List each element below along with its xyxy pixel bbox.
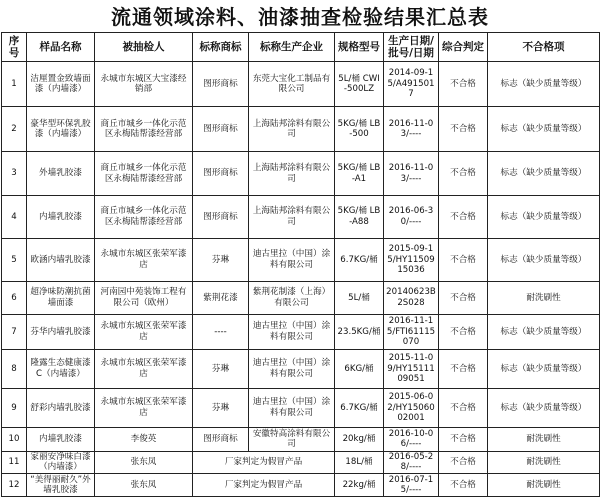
cell-sample-name: 洁厘置金致墙面漆（内墙漆） — [27, 62, 95, 107]
table-row — [2, 107, 600, 152]
cell-production-date: 2015-06-02/HY1506002001 — [384, 388, 439, 427]
cell-inspected-party: 商丘市城乡一体化示范区永梅陆帮漆经营部 — [95, 195, 193, 238]
cell-inspected-party: 李俊英 — [95, 428, 193, 452]
cell-production-date: 2016-07-15/---- — [384, 474, 439, 497]
cell-spec-model: 6KG/桶 — [335, 349, 384, 388]
cell-production-date: 20140623B2S028 — [384, 282, 439, 315]
cell-inspected-party: 商丘市城乡一体化示范区永梅陆帮漆经营部 — [95, 152, 193, 195]
header-cell-no: 序号 — [2, 33, 27, 62]
table-row — [2, 238, 600, 281]
cell-sample-name: 外墙乳胶漆 — [27, 152, 95, 195]
cell-maker: 厂家判定为假冒产品 — [193, 451, 335, 474]
cell-manufacturer: 迪古里拉（中国）涂料有限公司 — [249, 388, 335, 427]
cell-row-no: 8 — [2, 349, 27, 388]
cell-brand: ---- — [193, 314, 249, 349]
cell-inspected-party: 商丘市城乡一体化示范区永梅陆帮漆经营部 — [95, 107, 193, 152]
cell-spec-model: 5L/桶 CWI-500LZ — [335, 62, 384, 107]
cell-defect-item: 标志（缺少质量等级） — [488, 238, 600, 281]
cell-inspected-party: 河南园中苑装饰工程有限公司（欧州） — [95, 282, 193, 315]
cell-sample-name: “美得丽耐久”外墙乳胶漆 — [27, 474, 95, 497]
table-row — [2, 62, 600, 107]
cell-sample-name: 舒彩内墙乳胶漆 — [27, 388, 95, 427]
cell-row-no: 5 — [2, 238, 27, 281]
table-body — [2, 62, 600, 497]
table-row — [2, 195, 600, 238]
cell-row-no: 10 — [2, 428, 27, 452]
cell-inspected-party: 永城市东城区大宝漆经销部 — [95, 62, 193, 107]
cell-spec-model: 22kg/桶 — [335, 474, 384, 497]
cell-defect-item: 耐洗刷性 — [488, 428, 600, 452]
cell-verdict: 不合格 — [439, 314, 488, 349]
cell-inspected-party: 张东凤 — [95, 451, 193, 474]
cell-spec-model: 20kg/桶 — [335, 428, 384, 452]
cell-defect-item: 标志（缺少质量等级） — [488, 62, 600, 107]
cell-verdict: 不合格 — [439, 195, 488, 238]
cell-production-date: 2016-11-03/---- — [384, 107, 439, 152]
cell-manufacturer: 东莞大宝化工制品有限公司 — [249, 62, 335, 107]
cell-spec-model: 5KG/桶 LB-A88 — [335, 195, 384, 238]
header-row — [2, 33, 600, 62]
header-cell-maker: 标称生产企业 — [249, 33, 335, 62]
cell-sample-name: 内墙乳胶漆 — [27, 195, 95, 238]
cell-manufacturer: 上海陆邦涂料有限公司 — [249, 195, 335, 238]
cell-defect-item: 标志（缺少质量等级） — [488, 107, 600, 152]
cell-spec-model: 5KG/桶 LB-500 — [335, 107, 384, 152]
cell-production-date: 2014-09-15/A4915017 — [384, 62, 439, 107]
cell-row-no: 11 — [2, 451, 27, 474]
cell-spec-model: 23.5KG/桶 — [335, 314, 384, 349]
cell-maker: 厂家判定为假冒产品 — [193, 474, 335, 497]
header-cell-spec: 规格型号 — [335, 33, 384, 62]
cell-row-no: 3 — [2, 152, 27, 195]
cell-brand: 图形商标 — [193, 428, 249, 452]
cell-verdict: 不合格 — [439, 388, 488, 427]
cell-production-date: 2016-11-03/---- — [384, 152, 439, 195]
cell-manufacturer: 迪古里拉（中国）涂料有限公司 — [249, 314, 335, 349]
cell-defect-item: 耐洗刷性 — [488, 474, 600, 497]
cell-sample-name: 家丽安净味白漆（内墙漆） — [27, 451, 95, 474]
cell-verdict: 不合格 — [439, 349, 488, 388]
cell-sample-name: 豪华型环保乳胶漆（内墙漆） — [27, 107, 95, 152]
cell-spec-model: 5L/桶 — [335, 282, 384, 315]
results-table — [1, 32, 600, 497]
table-row — [2, 314, 600, 349]
cell-defect-item: 标志（缺少质量等级） — [488, 349, 600, 388]
table-row — [2, 349, 600, 388]
cell-spec-model: 6.7KG/桶 — [335, 388, 384, 427]
cell-row-no: 2 — [2, 107, 27, 152]
cell-brand: 图形商标 — [193, 62, 249, 107]
cell-sample-name: 超净味防潮抗菌墙面漆 — [27, 282, 95, 315]
cell-inspected-party: 永城市东城区张荣军漆店 — [95, 238, 193, 281]
table-row — [2, 451, 600, 474]
cell-inspected-party: 永城市东城区张荣军漆店 — [95, 388, 193, 427]
cell-production-date: 2016-06-30/---- — [384, 195, 439, 238]
cell-verdict: 不合格 — [439, 451, 488, 474]
table-row — [2, 282, 600, 315]
document-title: 流通领域涂料、油漆抽查检验结果汇总表 — [111, 5, 489, 29]
table-row — [2, 388, 600, 427]
cell-row-no: 9 — [2, 388, 27, 427]
cell-brand: 图形商标 — [193, 152, 249, 195]
cell-brand: 紫荆花漆 — [193, 282, 249, 315]
cell-brand: 图形商标 — [193, 195, 249, 238]
cell-brand: 芬琳 — [193, 388, 249, 427]
cell-defect-item: 标志（缺少质量等级） — [488, 388, 600, 427]
cell-production-date: 2016-05-28/---- — [384, 451, 439, 474]
cell-verdict: 不合格 — [439, 474, 488, 497]
cell-spec-model: 18L/桶 — [335, 451, 384, 474]
cell-verdict: 不合格 — [439, 107, 488, 152]
table-row — [2, 428, 600, 452]
cell-row-no: 6 — [2, 282, 27, 315]
cell-row-no: 4 — [2, 195, 27, 238]
cell-manufacturer: 上海陆邦涂料有限公司 — [249, 152, 335, 195]
cell-manufacturer: 安徽特高涂料有限公司 — [249, 428, 335, 452]
cell-sample-name: 隆露生态健康漆C（内墙漆） — [27, 349, 95, 388]
cell-inspected-party: 永城市东城区张荣军漆店 — [95, 314, 193, 349]
cell-defect-item: 标志（缺少质量等级） — [488, 314, 600, 349]
cell-defect-item: 标志（缺少质量等级） — [488, 195, 600, 238]
header-cell-name: 样品名称 — [27, 33, 95, 62]
cell-row-no: 7 — [2, 314, 27, 349]
cell-defect-item: 标志（缺少质量等级） — [488, 152, 600, 195]
cell-production-date: 2016-11-15/FTI61115070 — [384, 314, 439, 349]
cell-brand: 芬琳 — [193, 238, 249, 281]
cell-verdict: 不合格 — [439, 428, 488, 452]
cell-verdict: 不合格 — [439, 238, 488, 281]
cell-row-no: 12 — [2, 474, 27, 497]
cell-sample-name: 芬华内墙乳胶漆 — [27, 314, 95, 349]
cell-sample-name: 内墙乳胶漆 — [27, 428, 95, 452]
header-cell-inspected: 被抽检人 — [95, 33, 193, 62]
cell-production-date: 2015-09-15/HY1150915036 — [384, 238, 439, 281]
cell-row-no: 1 — [2, 62, 27, 107]
cell-inspected-party: 张东凤 — [95, 474, 193, 497]
cell-spec-model: 5KG/桶 LB-A1 — [335, 152, 384, 195]
cell-verdict: 不合格 — [439, 282, 488, 315]
cell-sample-name: 欧涵内墙乳胶漆 — [27, 238, 95, 281]
header-cell-defect: 不合格项 — [488, 33, 600, 62]
cell-defect-item: 耐洗刷性 — [488, 282, 600, 315]
cell-verdict: 不合格 — [439, 152, 488, 195]
cell-production-date: 2015-11-09/HY1511109051 — [384, 349, 439, 388]
cell-manufacturer: 上海陆邦涂料有限公司 — [249, 107, 335, 152]
cell-production-date: 2016-10-06/---- — [384, 428, 439, 452]
cell-verdict: 不合格 — [439, 62, 488, 107]
cell-manufacturer: 紫荆花制漆（上海）有限公司 — [249, 282, 335, 315]
cell-manufacturer: 迪古里拉（中国）涂料有限公司 — [249, 238, 335, 281]
cell-manufacturer: 迪古里拉（中国）涂料有限公司 — [249, 349, 335, 388]
table-row — [2, 152, 600, 195]
header-cell-verdict: 综合判定 — [439, 33, 488, 62]
cell-brand: 芬琳 — [193, 349, 249, 388]
cell-inspected-party: 永城市东城区张荣军漆店 — [95, 349, 193, 388]
header-cell-brand: 标称商标 — [193, 33, 249, 62]
cell-defect-item: 耐洗刷性 — [488, 451, 600, 474]
header-cell-date: 生产日期/批号/日期 — [384, 33, 439, 62]
cell-spec-model: 6.7KG/桶 — [335, 238, 384, 281]
table-row — [2, 474, 600, 497]
cell-brand: 图形商标 — [193, 107, 249, 152]
